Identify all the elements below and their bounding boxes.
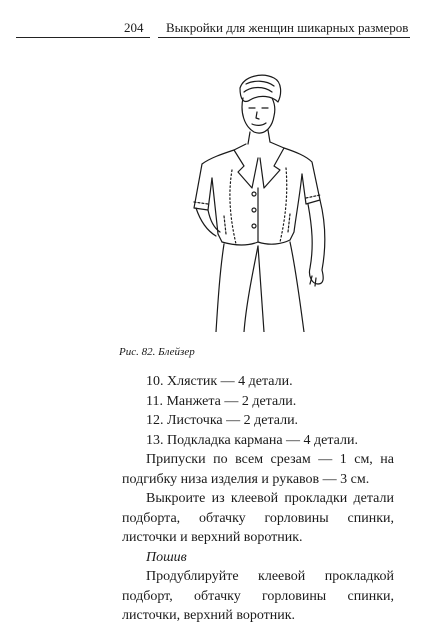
subheading: Пошив — [146, 549, 187, 565]
list-item: 13. Подкладка кармана — 4 детали. — [146, 432, 358, 448]
list-item: 12. Листочка — 2 детали. — [146, 413, 299, 428]
page-header — [16, 18, 410, 40]
blazer-illustration — [140, 70, 370, 332]
list-item: 10. Хлястик — 4 детали. — [146, 374, 293, 389]
body-text — [122, 372, 394, 626]
header-rule-left — [16, 37, 150, 38]
page-number: 204 — [124, 20, 144, 35]
header-rule-right — [158, 37, 410, 38]
list-item: 11. Манжета — 2 детали. — [146, 393, 297, 409]
paragraph-interfacing: Выкроите из клеевой прокладки детали подборта, обтачку горловины спинки, листочки и верхний воротник. — [122, 491, 394, 545]
paragraph-sewing: Продублируйте клеевой прокладкой подборт, обтачку горловины спинки, листочки, верхний воротник. — [122, 569, 394, 623]
figure-caption: Рис. 82. Блейзер — [119, 346, 195, 358]
paragraph-allowances: Припуски по всем срезам — 1 см, на подгибку низа изделия и рукавов — 3 см. — [122, 452, 394, 487]
running-title: Выкройки для женщин шикарных размеров — [166, 20, 409, 35]
